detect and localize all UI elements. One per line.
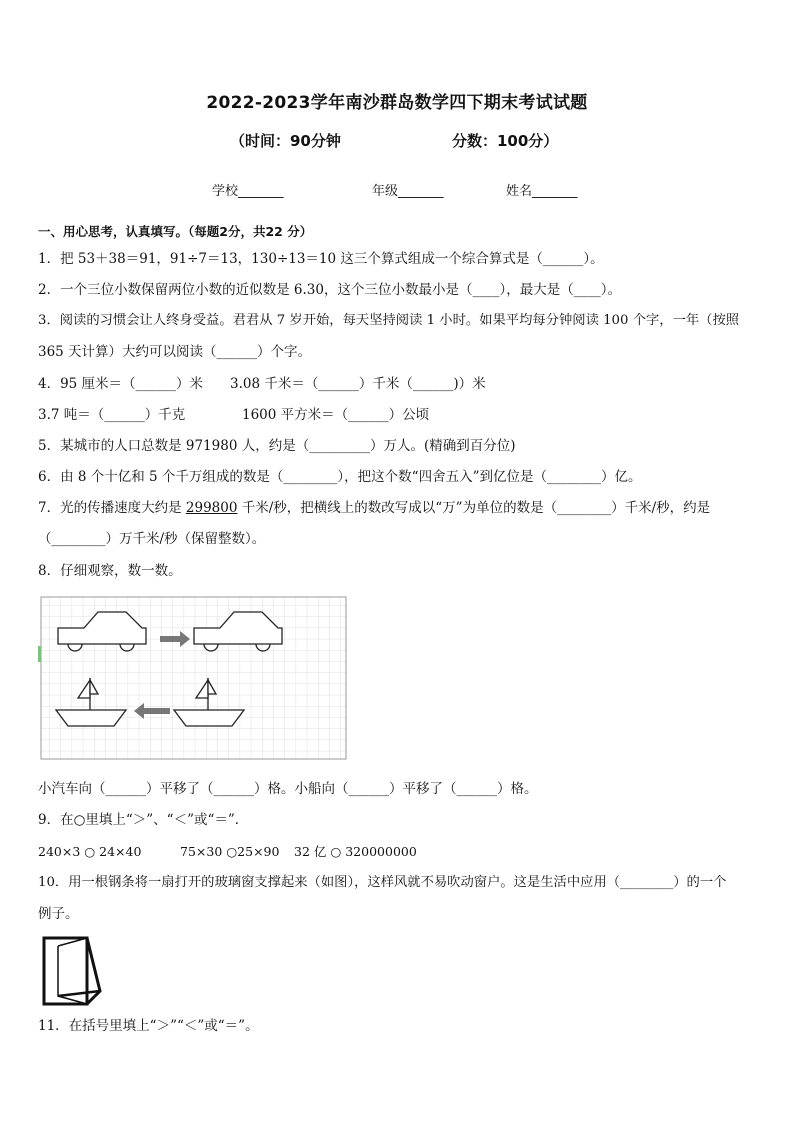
question-2: 2．一个三位小数保留两位小数的近似数是 6.30，这个三位小数最小是（____），最大是（____）。 [38,282,621,298]
grid-background [41,597,346,759]
question-9: 9．在○里填上“＞”、“＜”或“＝”． [38,812,249,828]
q7-post: 千米/秒，把横线上的数改写成以“万”为单位的数是（________）千米/秒，约是 [237,500,711,516]
question-4a: 4．95 厘米＝（______）米 [38,376,204,392]
question-4c: 3.7 吨＝（______）千克 [38,407,186,423]
q7-underlined-number: 299800 [185,500,238,516]
time-label: （时间：90分钟 [230,132,341,150]
q7-pre: 7．光的传播速度大约是 [38,500,186,516]
translation-grid-figure [38,594,348,762]
question-3-line-2: 365 天计算）大约可以阅读（______）个字。 [38,344,312,360]
question-3-line-1: 3．阅读的习惯会让人终身受益。君君从 7 岁开始，每天坚持阅读 1 小时。如果平均每分钟阅读 100 个字，一年（按照 [38,313,740,328]
question-11: 11．在括号里填上“＞”“＜”或“＝”。 [38,1018,259,1034]
question-9a: 240×3 ○ 24×40 [38,844,142,859]
left-marker [38,646,41,662]
window-support-figure [42,936,104,1008]
question-10-line-1: 10．用一根钢条将一扇打开的玻璃窗支撑起来（如图），这样风就不易吹动窗户。这是生活中应用（________）的一个 [38,875,727,890]
question-8: 8．仔细观察，数一数。 [38,563,182,579]
question-4d: 1600 平方米＝（______）公顷 [242,407,430,423]
question-6: 6．由 8 个十亿和 5 个千万组成的数是（________），把这个数“四舍五入”到亿位是（________）亿。 [38,469,642,485]
school-field: 学校_______ [212,184,284,199]
question-7-line-2: （________）万千米/秒（保留整数）。 [38,531,266,547]
name-field: 姓名_______ [506,184,578,199]
question-5: 5．某城市的人口总数是 971980 人，约是（_________）万人。(精确到百分位) [38,438,516,454]
question-8-answer: 小汽车向（______）平移了（______）格。小船向（______）平移了（______）格。 [38,781,538,797]
question-1: 1．把 53＋38＝91，91÷7＝13，130÷13＝10 这三个算式组成一个综合算式是（______）。 [38,251,604,267]
question-10-line-2: 例子。 [38,906,79,922]
question-7-line-1 [38,498,710,518]
page-title: 2022-2023学年南沙群岛数学四下期末考试试题 [206,93,588,113]
question-9b: 75×30 ○25×90 [180,844,280,859]
score-label: 分数：100分） [452,132,559,150]
question-9c: 32 亿 ○ 320000000 [294,844,417,859]
pane-outer-edge [87,938,100,1004]
grade-field: 年级_______ [372,184,444,199]
question-4b: 3.08 千米＝（______）千米（______)）米 [230,376,486,392]
section-1-heading: 一、用心思考，认真填写。（每题2分，共22 分） [38,224,313,239]
